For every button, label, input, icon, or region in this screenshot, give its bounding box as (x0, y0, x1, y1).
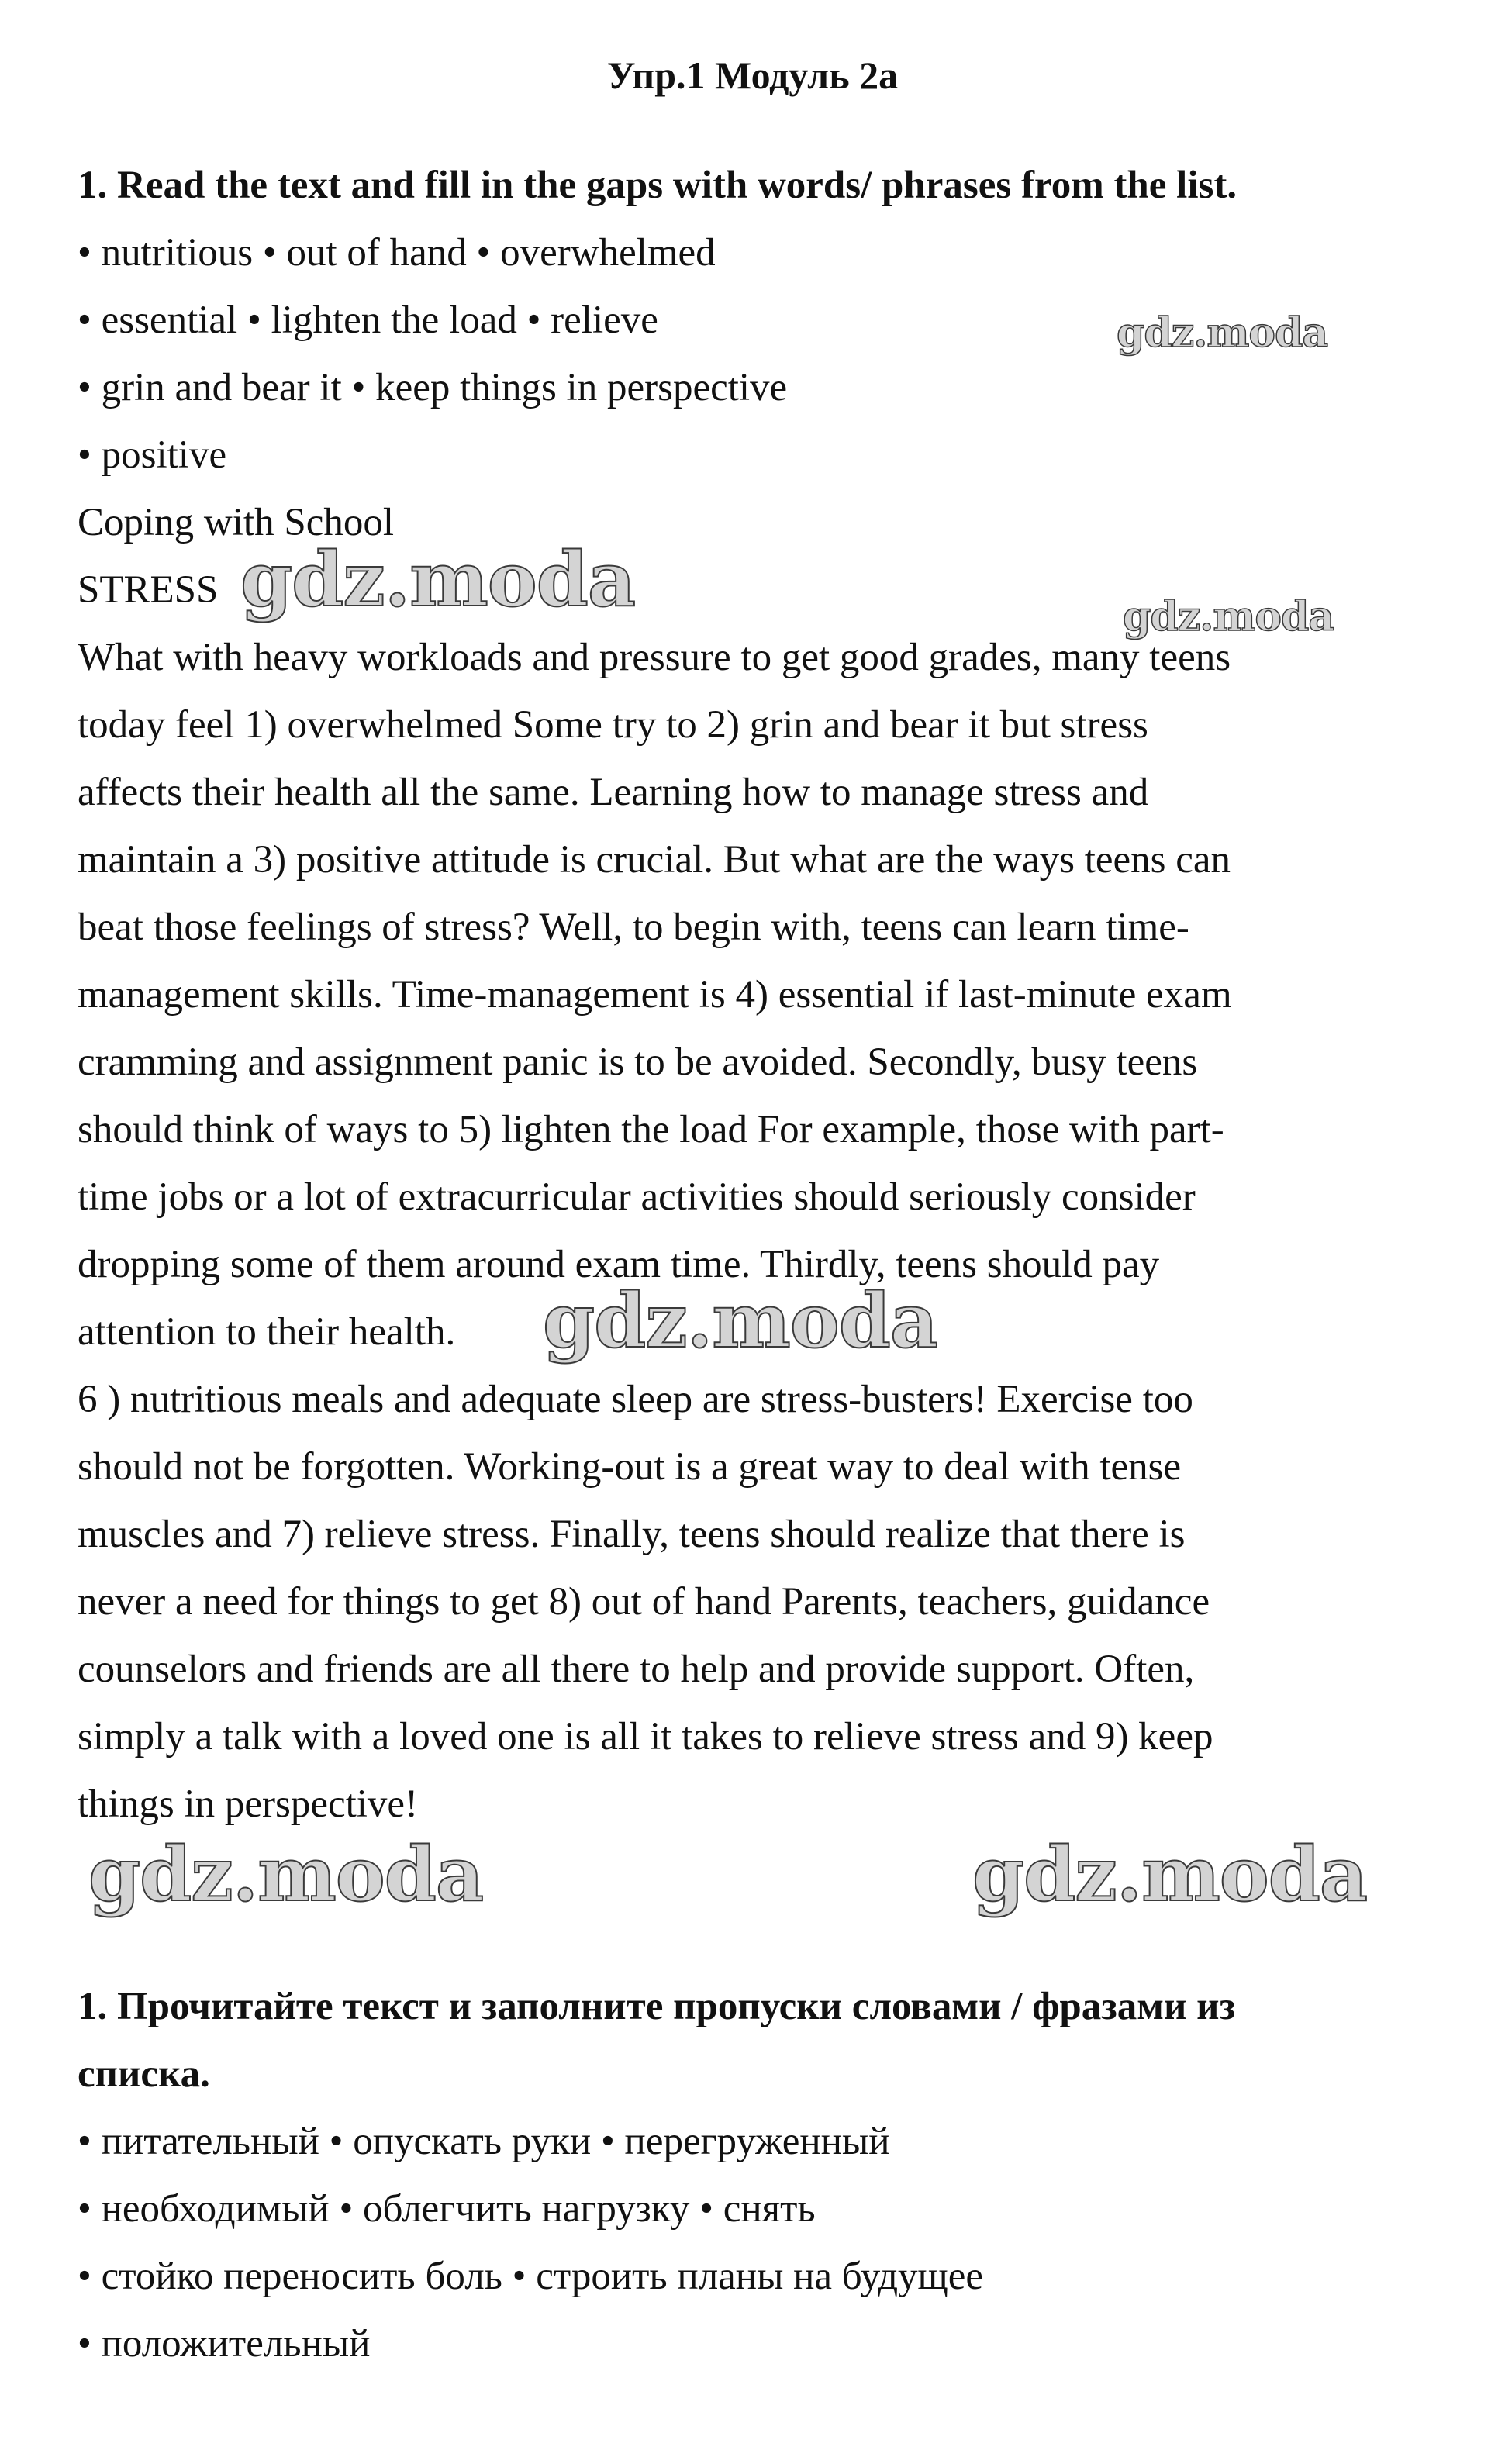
watermark-logo: gdz.moda (1117, 309, 1328, 357)
text-line: What with heavy workloads and pressure to get good grades, many teens (78, 636, 1231, 679)
russian-word-list-line: • стойко переносить боль • строить планы на будущее (78, 2255, 984, 2298)
watermark-logo: gdz.moda (1123, 593, 1334, 640)
text-line: should think of ways to 5) lighten the load For example, those with part- (78, 1108, 1224, 1151)
word-list-line: • nutritious • out of hand • overwhelmed (78, 231, 716, 274)
watermark-logo: gdz.moda (543, 1277, 938, 1365)
text-line: dropping some of them around exam time. Thirdly, teens should pay (78, 1243, 1160, 1286)
text-line: should not be forgotten. Working-out is a great way to deal with tense (78, 1445, 1182, 1489)
russian-word-list-line: • положительный (78, 2322, 371, 2366)
text-line: muscles and 7) relieve stress. Finally, teens should realize that there is (78, 1513, 1186, 1556)
english-instruction: 1. Read the text and fill in the gaps with words/ phrases from the list. (78, 164, 1237, 207)
page-title: Упр.1 Модуль 2а (606, 53, 899, 97)
text-line: attention to their health. (78, 1310, 456, 1354)
text-line: maintain a 3) positive attitude is crucial. But what are the ways teens can (78, 838, 1231, 882)
word-list-line: • essential • lighten the load • relieve (78, 299, 658, 342)
watermark-logo: gdz.moda (972, 1831, 1368, 1918)
russian-instruction: 1. Прочитайте текст и заполните пропуски словами / фразами из (78, 1985, 1236, 2028)
text-line: simply a talk with a loved one is all it takes to relieve stress and 9) keep (78, 1715, 1213, 1758)
text-line: counselors and friends are all there to help and provide support. Often, (78, 1648, 1195, 1691)
text-heading: STRESS (78, 568, 219, 612)
watermark-logo: gdz.moda (240, 536, 636, 623)
text-line: cramming and assignment panic is to be avoided. Secondly, busy teens (78, 1040, 1198, 1084)
word-list-line: • grin and bear it • keep things in perspective (78, 366, 788, 409)
text-line: never a need for things to get 8) out of hand Parents, teachers, guidance (78, 1580, 1210, 1624)
text-line: today feel 1) overwhelmed Some try to 2) grin and bear it but stress (78, 703, 1148, 747)
text-line: beat those feelings of stress? Well, to begin with, teens can learn time- (78, 906, 1189, 949)
russian-word-list-line: • необходимый • облегчить нагрузку • снять (78, 2187, 816, 2231)
text-line: time jobs or a lot of extracurricular activities should seriously consider (78, 1175, 1196, 1219)
text-line: 6 ) nutritious meals and adequate sleep are stress-busters! Exercise too (78, 1378, 1193, 1421)
watermark-logo: gdz.moda (88, 1831, 484, 1918)
text-heading: Coping with School (78, 501, 395, 544)
russian-word-list-line: • питательный • опускать руки • перегруженный (78, 2120, 890, 2163)
text-line: things in perspective! (78, 1782, 419, 1826)
russian-instruction: списка. (78, 2052, 210, 2096)
word-list-line: • positive (78, 433, 227, 477)
text-line: management skills. Time-management is 4) essential if last-minute exam (78, 973, 1232, 1016)
text-line: affects their health all the same. Learning how to manage stress and (78, 771, 1149, 814)
